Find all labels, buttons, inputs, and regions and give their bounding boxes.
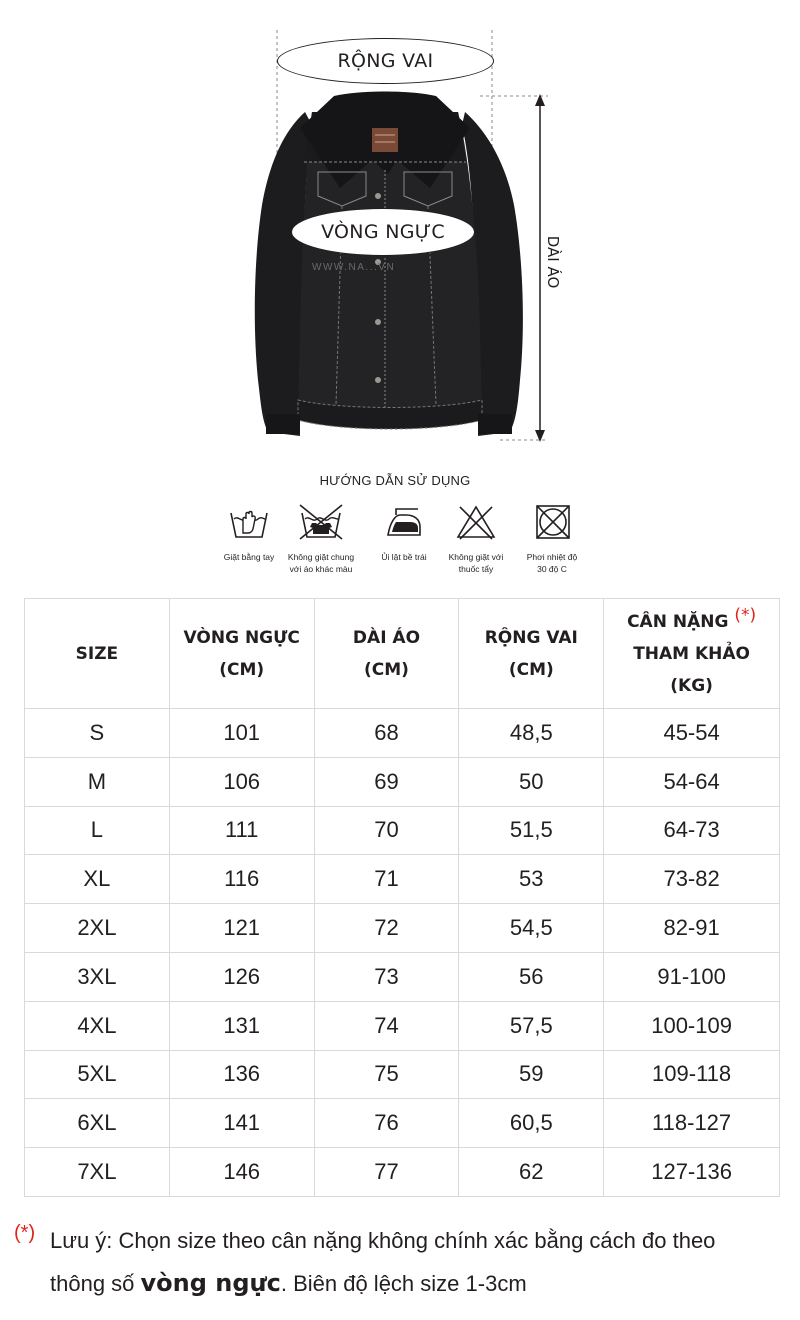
hand-wash-icon [227,503,271,541]
cell-chest: 131 [169,1001,314,1050]
cell-chest: 111 [169,806,314,855]
header-chest-unit: (CM) [219,659,265,680]
cell-length: 76 [314,1099,459,1148]
cell-length: 77 [314,1148,459,1197]
cell-chest: 126 [169,952,314,1001]
cell-size: 7XL [25,1148,170,1197]
cell-weight: 109-118 [604,1050,780,1099]
cell-weight: 91-100 [604,952,780,1001]
header-length-unit: (CM) [364,659,409,680]
care-caption: Phơi nhiệt độ [526,552,578,562]
header-weight-label: CÂN NẶNG [627,611,729,632]
footnote-marker: (*) [734,604,757,625]
header-chest-label: VÒNG NGỰC [183,627,300,648]
table-row [25,1001,780,1050]
care-caption: Giặt bằng tay [223,552,275,562]
header-weight [604,599,780,709]
header-weight-unit: (KG) [670,675,713,696]
size-chart-table [24,598,780,1197]
cell-shoulder: 56 [459,952,604,1001]
header-length [314,599,459,709]
header-shoulder-label: RỘNG VAI [484,627,578,648]
table-row [25,952,780,1001]
cell-shoulder: 54,5 [459,904,604,953]
footnote-text: . Biên độ lệch size 1-3cm [280,1271,527,1296]
cell-chest: 136 [169,1050,314,1099]
dry-heat-30-icon [530,503,574,541]
cell-shoulder: 62 [459,1148,604,1197]
shoulder-width-label: RỘNG VAI [277,38,494,84]
care-item-no-wash-together [277,503,365,575]
cell-chest: 121 [169,904,314,953]
cell-chest: 106 [169,757,314,806]
cell-weight: 64-73 [604,806,780,855]
cell-size: 5XL [25,1050,170,1099]
cell-size: 4XL [25,1001,170,1050]
table-body [25,709,780,1197]
cell-length: 75 [314,1050,459,1099]
no-bleach-icon [454,503,498,541]
table-row [25,757,780,806]
care-caption: Không giặt với [448,552,504,562]
footnote-line-1: Lưu ý: Chọn size theo cân nặng không chính xác bằng cách đo theo [50,1228,716,1253]
cell-weight: 82-91 [604,904,780,953]
care-item-dry-heat [508,503,596,575]
table-row [25,806,780,855]
footnote-text: thông số [50,1271,141,1296]
cell-size: S [25,709,170,758]
header-size [25,599,170,709]
cell-shoulder: 50 [459,757,604,806]
cell-length: 70 [314,806,459,855]
cell-size: M [25,757,170,806]
header-weight-label-2: THAM KHẢO [633,643,751,664]
cell-chest: 116 [169,855,314,904]
table-row [25,1099,780,1148]
cell-chest: 141 [169,1099,314,1148]
header-shoulder [459,599,604,709]
care-caption: với áo khác màu [289,564,353,574]
cell-size: 3XL [25,952,170,1001]
no-wash-together-icon [298,503,344,541]
cell-chest: 146 [169,1148,314,1197]
table-row [25,709,780,758]
cell-shoulder: 48,5 [459,709,604,758]
cell-weight: 73-82 [604,855,780,904]
watermark: WWW.NA...VN [312,262,396,273]
cell-size: 6XL [25,1099,170,1148]
footnote-marker: (*) [14,1222,36,1244]
header-shoulder-unit: (CM) [508,659,554,680]
care-item-no-bleach [432,503,520,575]
table-row [25,855,780,904]
header-length-label: DÀI ÁO [352,627,421,648]
length-label: DÀI ÁO [544,235,562,289]
cell-size: 2XL [25,904,170,953]
table-row [25,1050,780,1099]
table-row [25,1148,780,1197]
care-caption: Ủi lật bề trái [381,552,427,562]
table-row [25,904,780,953]
cell-weight: 127-136 [604,1148,780,1197]
cell-weight: 118-127 [604,1099,780,1148]
care-caption: Không giặt chung [287,552,355,562]
header-chest [169,599,314,709]
cell-shoulder: 53 [459,855,604,904]
cell-size: XL [25,855,170,904]
iron-inside-out-icon [382,503,426,541]
cell-shoulder: 57,5 [459,1001,604,1050]
cell-length: 68 [314,709,459,758]
cell-weight: 100-109 [604,1001,780,1050]
footnote-emphasis: vòng ngực [140,1269,281,1297]
cell-chest: 101 [169,709,314,758]
jacket-figure [0,0,800,460]
cell-weight: 45-54 [604,709,780,758]
cell-length: 73 [314,952,459,1001]
footnote-line-2 [50,1269,527,1297]
cell-length: 72 [314,904,459,953]
table-header-row [25,599,780,709]
header-size-label: SIZE [75,643,119,664]
cell-size: L [25,806,170,855]
chest-girth-label: VÒNG NGỰC [291,208,475,256]
cell-length: 69 [314,757,459,806]
care-caption: 30 độ C [537,564,567,574]
cell-shoulder: 51,5 [459,806,604,855]
cell-shoulder: 60,5 [459,1099,604,1148]
cell-length: 74 [314,1001,459,1050]
cell-shoulder: 59 [459,1050,604,1099]
cell-weight: 54-64 [604,757,780,806]
care-caption: thuốc tẩy [458,564,494,574]
cell-length: 71 [314,855,459,904]
care-instructions-title: HƯỚNG DẪN SỬ DỤNG [319,473,471,488]
